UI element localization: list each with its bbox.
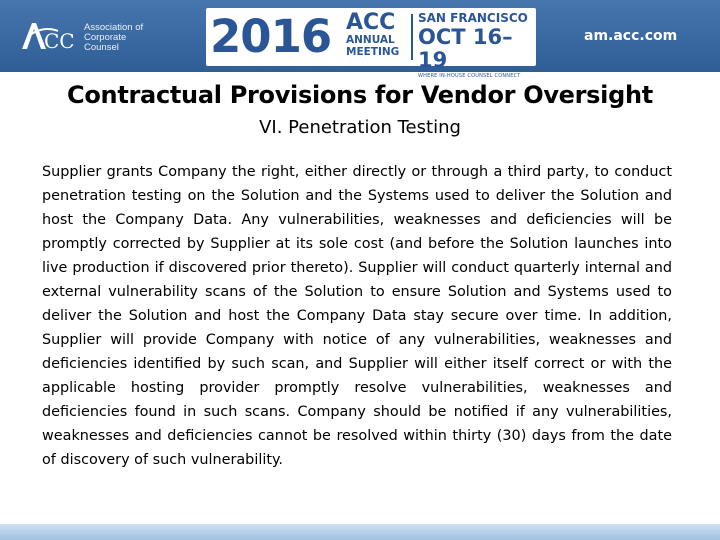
event-divider	[411, 14, 413, 60]
event-name-annual: ANNUAL	[346, 34, 395, 46]
org-name-line1: Association of	[84, 22, 144, 33]
acc-logo-icon	[18, 19, 82, 51]
footer-bar	[0, 524, 720, 540]
event-tagline: WHERE IN-HOUSE COUNSEL CONNECT	[418, 73, 521, 79]
event-name-meeting: MEETING	[346, 46, 400, 58]
acc-logo	[18, 17, 158, 53]
event-year: 2016	[210, 10, 332, 63]
svg-text:CC: CC	[44, 29, 75, 51]
event-dates: OCT 16–19	[418, 25, 513, 72]
event-branding	[206, 8, 536, 79]
org-name-line2: Corporate Counsel	[84, 32, 127, 53]
event-name-acc: ACC	[346, 10, 396, 35]
event-place	[418, 11, 536, 81]
event-name	[346, 12, 399, 58]
page-title: Contractual Provisions for Vendor Oversight	[67, 81, 653, 109]
site-url: am.acc.com	[584, 28, 678, 44]
body-paragraph: Supplier grants Company the right, either directly or through a third party, to conduct penetration testing on the Solution and the Systems used to deliver the Solution and host the Company Data. Any vulnerabilities, weaknesses and deficiencies will be promptly corrected by Supplier at its sole cost (and before the Solution launches into live production if discovered prior thereto). Supplier will conduct quarterly internal and external vulnerability scans of the Solution to ensure Solution and Systems used to deliver the Solution and host the Company Data stay secure over time. In addition, Supplier will provide Company with notice of any vulnerabilities, weaknesses and deficiencies identified by such scan, and Supplier will either itself correct or with the applicable hosting provider promptly resolve vulnerabilities, weaknesses and deficiencies found in such scans. Company should be notified if any vulnerabilities, weaknesses and deficiencies cannot be resolved within thirty (30) days from the date of discovery of such vulnerability.	[42, 164, 672, 468]
org-name	[84, 23, 158, 53]
section-subtitle: VI. Penetration Testing	[259, 117, 461, 138]
event-city: SAN FRANCISCO	[418, 11, 528, 25]
header-banner	[0, 0, 720, 79]
